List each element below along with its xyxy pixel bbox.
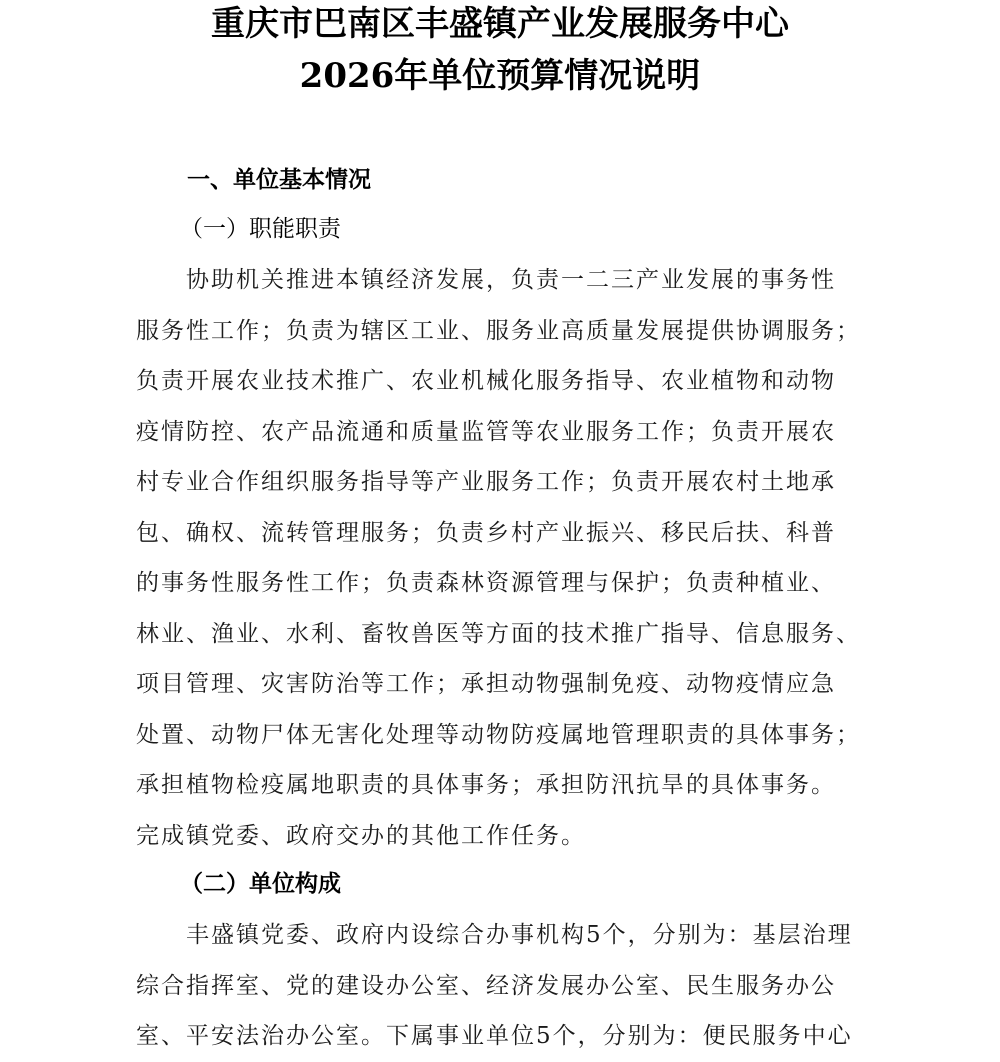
text-line: 项目管理、灾害防治等工作；承担动物强制免疫、动物疫情应急	[136, 671, 836, 697]
text-line: 综合指挥室、党的建设办公室、经济发展办公室、民生服务办公	[136, 972, 836, 999]
subsection-heading-duties: （一）职能职责	[180, 216, 341, 242]
document-title-line-2: 2026年单位预算情况说明	[299, 56, 701, 96]
text-line: 服务性工作；负责为辖区工业、服务业高质量发展提供协调服务；	[136, 317, 861, 344]
paragraph-composition	[136, 910, 896, 1062]
text-line: 村专业合作组织服务指导等产业服务工作；负责开展农村土地承	[136, 469, 836, 495]
section-heading-basic-info: 一、单位基本情况	[187, 167, 371, 193]
text-line: 负责开展农业技术推广、农业机械化服务指导、农业植物和动物	[136, 368, 836, 394]
text-line: 丰盛镇党委、政府内设综合办事机构5个，分别为：基层治理	[186, 922, 853, 948]
subsection-heading-composition: （二）单位构成	[180, 871, 341, 897]
text-line: 协助机关推进本镇经济发展，负责一二三产业发展的事务性	[186, 267, 836, 293]
text-line: 室、平安法治办公室。下属事业单位5个，分别为：便民服务中心	[136, 1023, 853, 1049]
text-line: 林业、渔业、水利、畜牧兽医等方面的技术推广指导、信息服务、	[136, 620, 861, 647]
text-line: 完成镇党委、政府交办的其他工作任务。	[136, 822, 586, 849]
text-line: 疫情防控、农产品流通和质量监管等农业服务工作；负责开展农	[136, 418, 836, 445]
text-line: 处置、动物尸体无害化处理等动物防疫属地管理职责的具体事务；	[136, 721, 861, 748]
document-title-line-1: 重庆市巴南区丰盛镇产业发展服务中心	[211, 4, 789, 44]
text-line: 的事务性服务性工作；负责森林资源管理与保护；负责种植业、	[136, 570, 836, 596]
text-line: 包、确权、流转管理服务；负责乡村产业振兴、移民后扶、科普	[136, 519, 836, 546]
paragraph-duties	[136, 255, 896, 861]
text-line: 承担植物检疫属地职责的具体事务；承担防汛抗旱的具体事务。	[136, 772, 836, 798]
